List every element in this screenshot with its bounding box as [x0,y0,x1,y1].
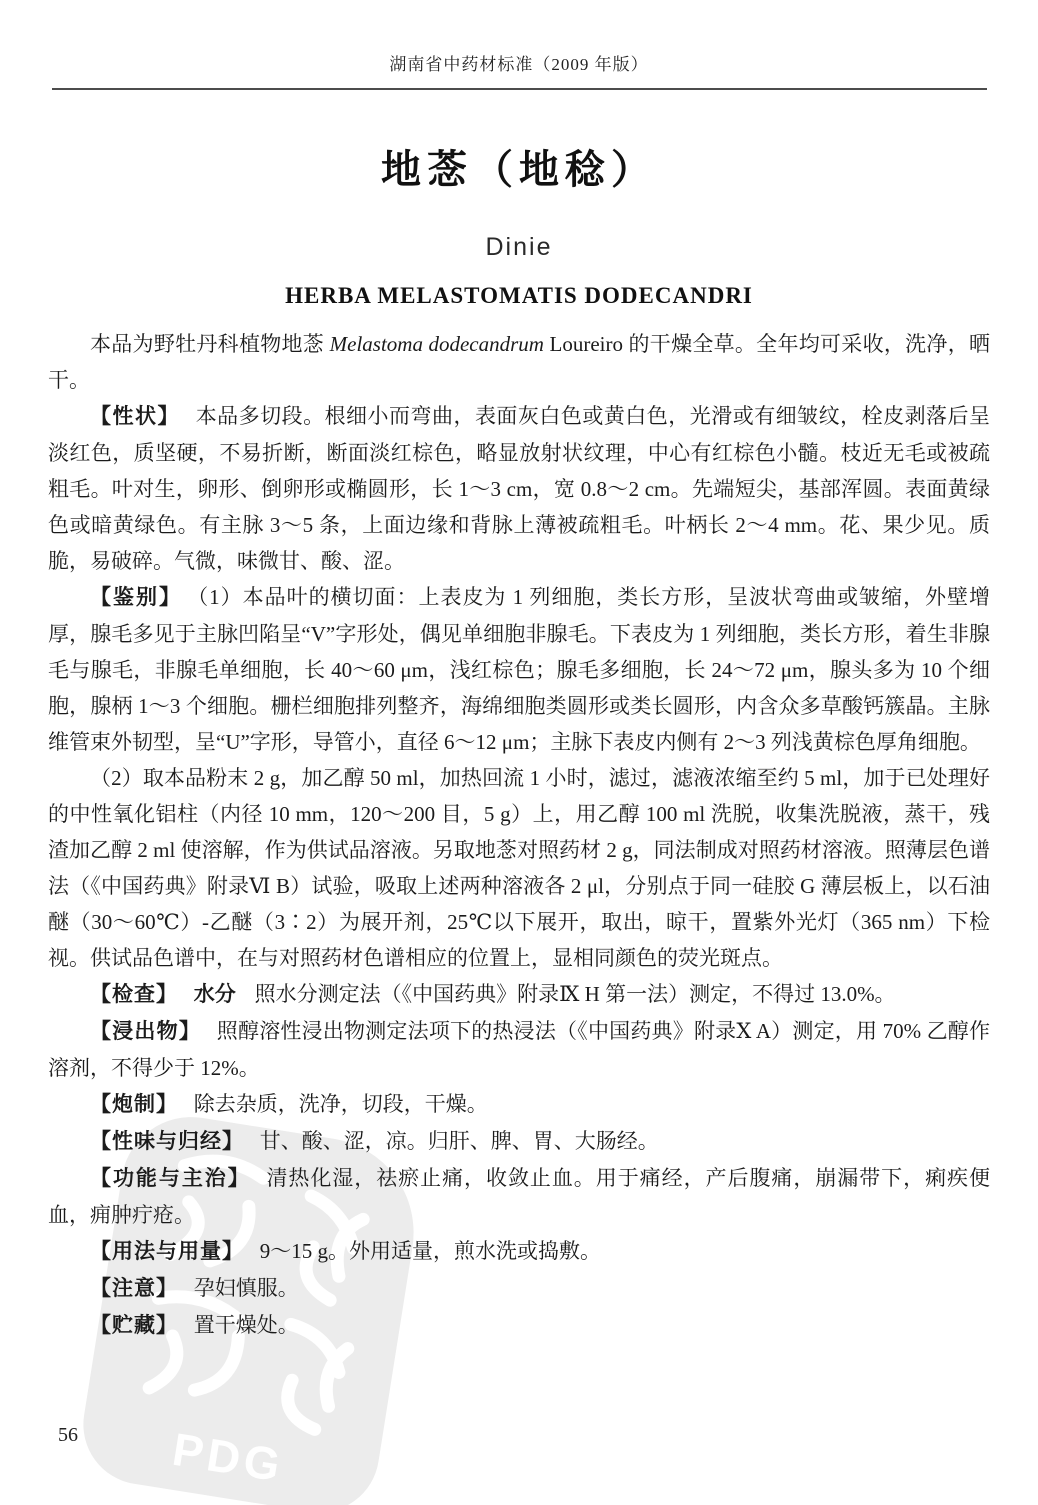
watermark-pdg-text: PDG [169,1422,288,1492]
section-text-zhucang: 置干燥处。 [193,1313,299,1337]
section-label-zhuyi: 【注意】 [90,1277,178,1300]
section-text-paozhi: 除去杂质，洗净，切段，干燥。 [193,1092,488,1116]
intro-pre: 本品为野牡丹科植物地菍 [90,332,330,356]
section-paozhi [48,1086,990,1123]
latin-name: HERBA MELASTOMATIS DODECANDRI [285,283,753,308]
section-text-xingzhuang: 本品多切段。根细小而弯曲，表面灰白色或黄白色，光滑或有细皱纹，栓皮剥落后呈淡红色，质坚硬，不易折断，断面淡红棕色，略显放射状纹理，中心有红棕色小髓。枝近无毛或被疏粗毛。叶对生，卵形、倒卵形或椭圆形，长 1～3 cm，宽 0.8～2 cm。先端短尖，基部浑圆。表面黄绿色或暗黄绿色。有主脉 3～5 条，上面边缘和背脉上薄被疏粗毛。叶柄长 2～4 mm。花、果少见。质脆，易破碎。气微，味微甘、酸、涩。 [48,404,991,573]
page-title: 地菍（地稔） [381,148,657,192]
section-text-xingwei: 甘、酸、涩，凉。归肝、脾、胃、大肠经。 [259,1129,659,1153]
section-text-jianbie-2: （2）取本品粉末 2 g，加乙醇 50 ml，加热回流 1 小时，滤过，滤液浓缩至约 5 ml，加于已处理好的中性氧化铝柱（内径 10 mm，120～200 目，5 g）上，用乙醇 100 ml 洗脱，收集洗脱液，蒸干，残渣加乙醇 2 ml 使溶解，作为供试品溶液。另取地菍对照药材 2 g，同法制成对照药材溶液。照薄层色谱法（《中国药典》附录Ⅵ B）试验，吸取上述两种溶液各 2 μl，分别点于同一硅胶 G 薄层板上，以石油醚（30～60℃）-乙醚（3∶2）为展开剂，25℃以下展开，取出，晾干，置紫外光灯（365 nm）下检视。供试品色谱中，在与对照药材色谱相应的位置上，显相同颜色的荧光斑点。 [48,766,990,970]
section-yongfa [48,1233,990,1270]
header-rule [52,88,987,90]
section-text-yongfa: 9～15 g。外用适量，煎水洗或捣敷。 [259,1239,601,1263]
body-text [0,326,1038,1344]
intro-post: Loureiro 的干燥全草。全年均可采收，洗净，晒干。 [48,332,990,392]
page-number: 56 [58,1424,78,1446]
section-text-zhuyi: 孕妇慎服。 [193,1276,299,1300]
section-gongneng [48,1160,990,1233]
section-text-gongneng: 清热化湿，祛瘀止痛，收敛止血。用于痛经，产后腹痛，崩漏带下，痢疾便血，痈肿疔疮。 [48,1166,990,1227]
section-label-zhucang: 【贮藏】 [90,1314,178,1337]
section-sublabel-shuifen: 水分 [193,983,236,1006]
section-label-xingwei: 【性味与归经】 [90,1130,244,1153]
section-label-xingzhuang: 【性状】 [90,405,180,428]
section-label-jianbie: 【鉴别】 [90,586,182,609]
running-header: 湖南省中药材标准（2009 年版） [389,55,649,74]
section-jiancha [48,976,990,1013]
section-text-jianbie-1: （1）本品叶的横切面：上表皮为 1 列细胞，类长方形，呈波状弯曲或皱缩，外壁增厚，腺毛多见于主脉凹陷呈“V”字形处，偶见单细胞非腺毛。下表皮为 1 列细胞，类长方形，着生非腺毛与腺毛，非腺毛单细胞，长 40～60 μm，浅红棕色；腺毛多细胞，长 24～72 μm，腺头多为 10 个细胞，腺柄 1～3 个细胞。栅栏细胞排列整齐，海绵细胞类圆形或类长圆形，内含众多草酸钙簇晶。主脉维管束外韧型，呈“U”字形，导管小，直径 6～12 μm；主脉下表皮内侧有 2～3 列浅黄棕色厚角细胞。 [48,585,991,754]
section-xingzhuang [48,398,990,579]
section-jianbie-1 [48,579,990,760]
section-label-gongneng: 【功能与主治】 [90,1167,251,1190]
section-label-paozhi: 【炮制】 [90,1093,178,1116]
section-jinchuwu [48,1013,990,1086]
intro-latin-name: Melastoma dodecandrum [329,332,544,356]
section-zhucang [48,1307,990,1344]
section-jianbie-2 [48,760,990,976]
section-text-jinchuwu: 照醇溶性浸出物测定法项下的热浸法（《中国药典》附录Ⅹ A）测定，用 70% 乙醇作溶剂，不得少于 12%。 [48,1019,991,1080]
section-xingwei [48,1123,990,1160]
intro-paragraph [48,326,990,398]
section-label-jinchuwu: 【浸出物】 [90,1020,202,1043]
section-zhuyi [48,1270,990,1307]
section-label-jiancha: 【检查】 [90,983,178,1006]
section-text-jiancha: 照水分测定法（《中国药典》附录Ⅸ H 第一法）测定，不得过 13.0%。 [254,982,896,1006]
pinyin-name: Dinie [485,233,553,261]
section-label-yongfa: 【用法与用量】 [90,1240,244,1263]
